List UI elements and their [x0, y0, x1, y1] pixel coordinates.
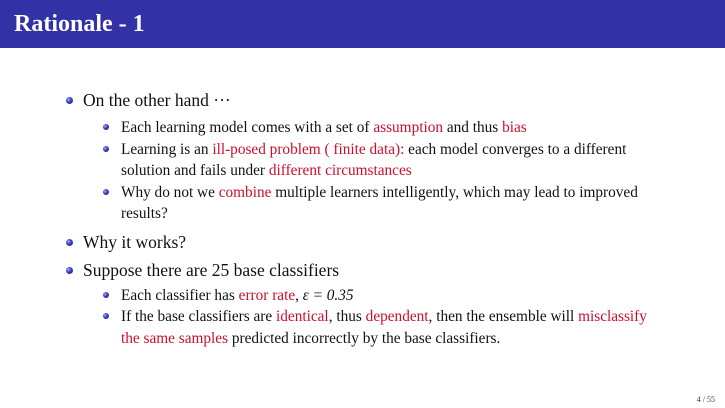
- text: and thus: [443, 119, 503, 136]
- text: predicted incorrectly by the base classifiers.: [228, 329, 501, 347]
- math-epsilon: ε = 0.35: [302, 286, 354, 304]
- sub-bullet-icon: [103, 124, 109, 130]
- sub-bullet-icon: [103, 189, 109, 195]
- text: Why do not we: [121, 183, 219, 201]
- bullet-why-it-works: [66, 231, 656, 253]
- sub-bullet-icon: [103, 292, 109, 298]
- highlight-ill-posed: ill-posed problem ( finite data):: [212, 140, 405, 158]
- bullet-text: Why it works?: [83, 231, 187, 252]
- text: Learning is an: [121, 140, 213, 158]
- bullet-text: Suppose there are 25 base classifiers: [83, 259, 340, 280]
- title-bar: [0, 0, 725, 48]
- bullet-icon: [66, 239, 73, 246]
- text: ,: [295, 286, 303, 304]
- highlight-misclassify: misclassify the same samples: [121, 308, 647, 347]
- text: If the base classifiers are: [121, 308, 277, 325]
- sub-bullet-identical: [103, 306, 656, 349]
- text: each model converges to a different solution and fails under: [121, 140, 627, 179]
- bullet-base-classifiers: [66, 259, 656, 281]
- text: , then the ensemble will: [428, 308, 579, 325]
- slide-content: [66, 89, 656, 349]
- text: , thus: [328, 308, 366, 325]
- sub-bullet-assumption: [103, 117, 656, 139]
- highlight-error-rate: error rate: [238, 286, 296, 304]
- sub-bullet-error-rate: [103, 285, 656, 307]
- text: Each classifier has: [121, 286, 239, 304]
- sub-bullet-ill-posed: [103, 139, 656, 182]
- slide-title: Rationale - 1: [14, 11, 145, 37]
- highlight-dependent: dependent: [365, 308, 429, 325]
- text: Each learning model comes with a set of: [121, 119, 374, 136]
- sub-bullet-icon: [103, 146, 109, 152]
- sub-bullet-icon: [103, 313, 109, 319]
- text: multiple learners intelligently, which may lead to improved results?: [121, 183, 638, 222]
- highlight-identical: identical: [276, 308, 329, 325]
- highlight-combine: combine: [218, 183, 272, 201]
- page-number: 4 / 55: [696, 395, 715, 404]
- bullet-on-the-other-hand: [66, 89, 656, 111]
- highlight-different-circumstances: different circumstances: [268, 162, 412, 179]
- highlight-assumption: assumption: [373, 119, 444, 136]
- bullet-icon: [66, 97, 73, 104]
- bullet-text: On the other hand ···: [83, 90, 231, 110]
- highlight-bias: bias: [502, 119, 527, 136]
- bullet-icon: [66, 267, 73, 274]
- sub-bullet-combine: [103, 182, 656, 225]
